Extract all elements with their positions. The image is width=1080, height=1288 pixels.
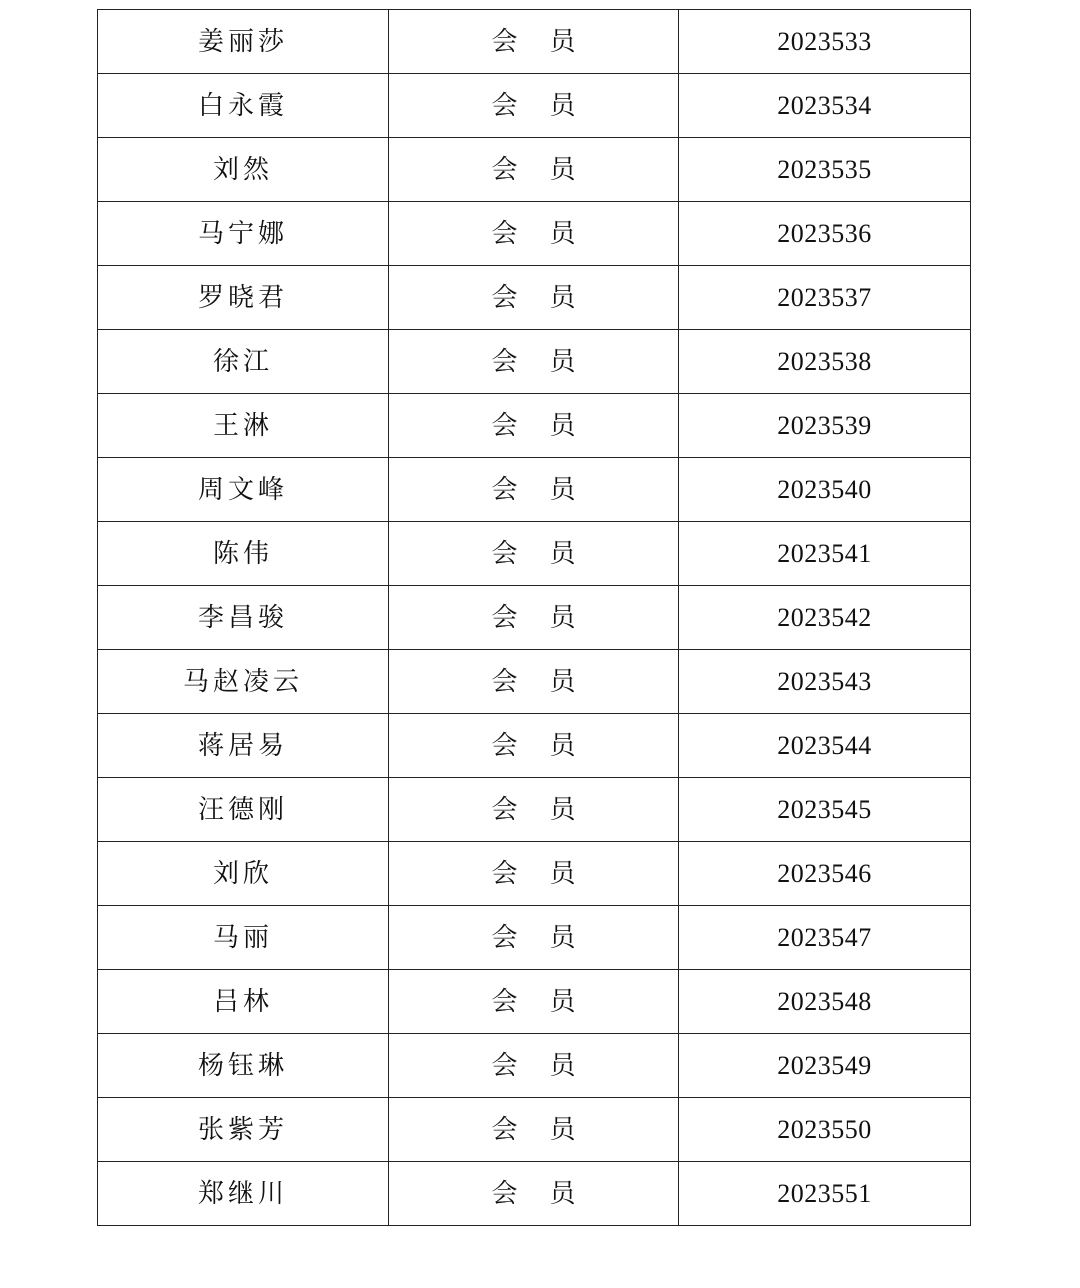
member-name-cell: 马赵凌云: [98, 650, 389, 714]
member-id-cell: 2023543: [679, 650, 971, 714]
member-table: [97, 9, 971, 1226]
table-row: [98, 1034, 971, 1098]
member-role-label: 会员: [491, 1114, 608, 1145]
table-row: [98, 778, 971, 842]
member-name-cell: 罗晓君: [98, 266, 389, 330]
member-role-cell: [389, 586, 679, 650]
member-id-cell: 2023534: [679, 74, 971, 138]
member-id-cell: 2023542: [679, 586, 971, 650]
member-role-label: 会员: [491, 794, 608, 825]
table-row: [98, 906, 971, 970]
member-role-label: 会员: [491, 26, 608, 57]
member-name-cell: 刘然: [98, 138, 389, 202]
member-role-label: 会员: [491, 602, 608, 633]
member-name-cell: 马宁娜: [98, 202, 389, 266]
member-role-cell: [389, 394, 679, 458]
member-id-cell: 2023551: [679, 1162, 971, 1226]
member-role-cell: [389, 970, 679, 1034]
table-row: [98, 74, 971, 138]
member-name-cell: 汪德刚: [98, 778, 389, 842]
member-id-cell: 2023539: [679, 394, 971, 458]
member-role-cell: [389, 74, 679, 138]
member-id-cell: 2023544: [679, 714, 971, 778]
member-name-cell: 王淋: [98, 394, 389, 458]
member-role-cell: [389, 842, 679, 906]
member-id-cell: 2023548: [679, 970, 971, 1034]
member-role-label: 会员: [491, 474, 608, 505]
member-name-cell: 姜丽莎: [98, 10, 389, 74]
table-row: [98, 650, 971, 714]
member-name-cell: 白永霞: [98, 74, 389, 138]
table-row: [98, 138, 971, 202]
member-id-cell: 2023550: [679, 1098, 971, 1162]
table-row: [98, 842, 971, 906]
member-role-cell: [389, 522, 679, 586]
member-id-cell: 2023547: [679, 906, 971, 970]
member-id-cell: 2023545: [679, 778, 971, 842]
table-row: [98, 1098, 971, 1162]
member-role-label: 会员: [491, 1050, 608, 1081]
member-role-label: 会员: [491, 666, 608, 697]
member-name-cell: 刘欣: [98, 842, 389, 906]
member-id-cell: 2023535: [679, 138, 971, 202]
table-row: [98, 970, 971, 1034]
table-row: [98, 330, 971, 394]
member-id-cell: 2023537: [679, 266, 971, 330]
table-row: [98, 394, 971, 458]
member-table-body: [98, 10, 971, 1226]
table-row: [98, 202, 971, 266]
member-role-cell: [389, 10, 679, 74]
member-role-label: 会员: [491, 410, 608, 441]
member-id-cell: 2023546: [679, 842, 971, 906]
member-id-cell: 2023549: [679, 1034, 971, 1098]
member-role-label: 会员: [491, 858, 608, 889]
table-row: [98, 458, 971, 522]
member-name-cell: 周文峰: [98, 458, 389, 522]
table-row: [98, 1162, 971, 1226]
member-role-cell: [389, 138, 679, 202]
member-role-label: 会员: [491, 346, 608, 377]
member-id-cell: 2023538: [679, 330, 971, 394]
member-role-label: 会员: [491, 1178, 608, 1209]
member-role-cell: [389, 778, 679, 842]
table-row: [98, 522, 971, 586]
member-name-cell: 吕林: [98, 970, 389, 1034]
member-role-cell: [389, 458, 679, 522]
member-role-label: 会员: [491, 922, 608, 953]
member-role-cell: [389, 1034, 679, 1098]
member-id-cell: 2023540: [679, 458, 971, 522]
member-role-label: 会员: [491, 538, 608, 569]
member-role-cell: [389, 330, 679, 394]
member-id-cell: 2023536: [679, 202, 971, 266]
member-role-label: 会员: [491, 154, 608, 185]
member-name-cell: 郑继川: [98, 1162, 389, 1226]
table-row: [98, 714, 971, 778]
member-role-cell: [389, 906, 679, 970]
member-role-cell: [389, 714, 679, 778]
member-role-label: 会员: [491, 730, 608, 761]
member-role-label: 会员: [491, 90, 608, 121]
table-row: [98, 266, 971, 330]
member-name-cell: 李昌骏: [98, 586, 389, 650]
member-name-cell: 杨钰琳: [98, 1034, 389, 1098]
member-role-cell: [389, 1098, 679, 1162]
member-role-cell: [389, 266, 679, 330]
member-role-label: 会员: [491, 986, 608, 1017]
member-name-cell: 张紫芳: [98, 1098, 389, 1162]
member-role-label: 会员: [491, 282, 608, 313]
member-id-cell: 2023541: [679, 522, 971, 586]
member-role-cell: [389, 202, 679, 266]
table-row: [98, 10, 971, 74]
table-row: [98, 586, 971, 650]
member-name-cell: 陈伟: [98, 522, 389, 586]
member-name-cell: 徐江: [98, 330, 389, 394]
member-role-cell: [389, 650, 679, 714]
member-role-cell: [389, 1162, 679, 1226]
member-id-cell: 2023533: [679, 10, 971, 74]
member-name-cell: 马丽: [98, 906, 389, 970]
member-name-cell: 蒋居易: [98, 714, 389, 778]
member-role-label: 会员: [491, 218, 608, 249]
